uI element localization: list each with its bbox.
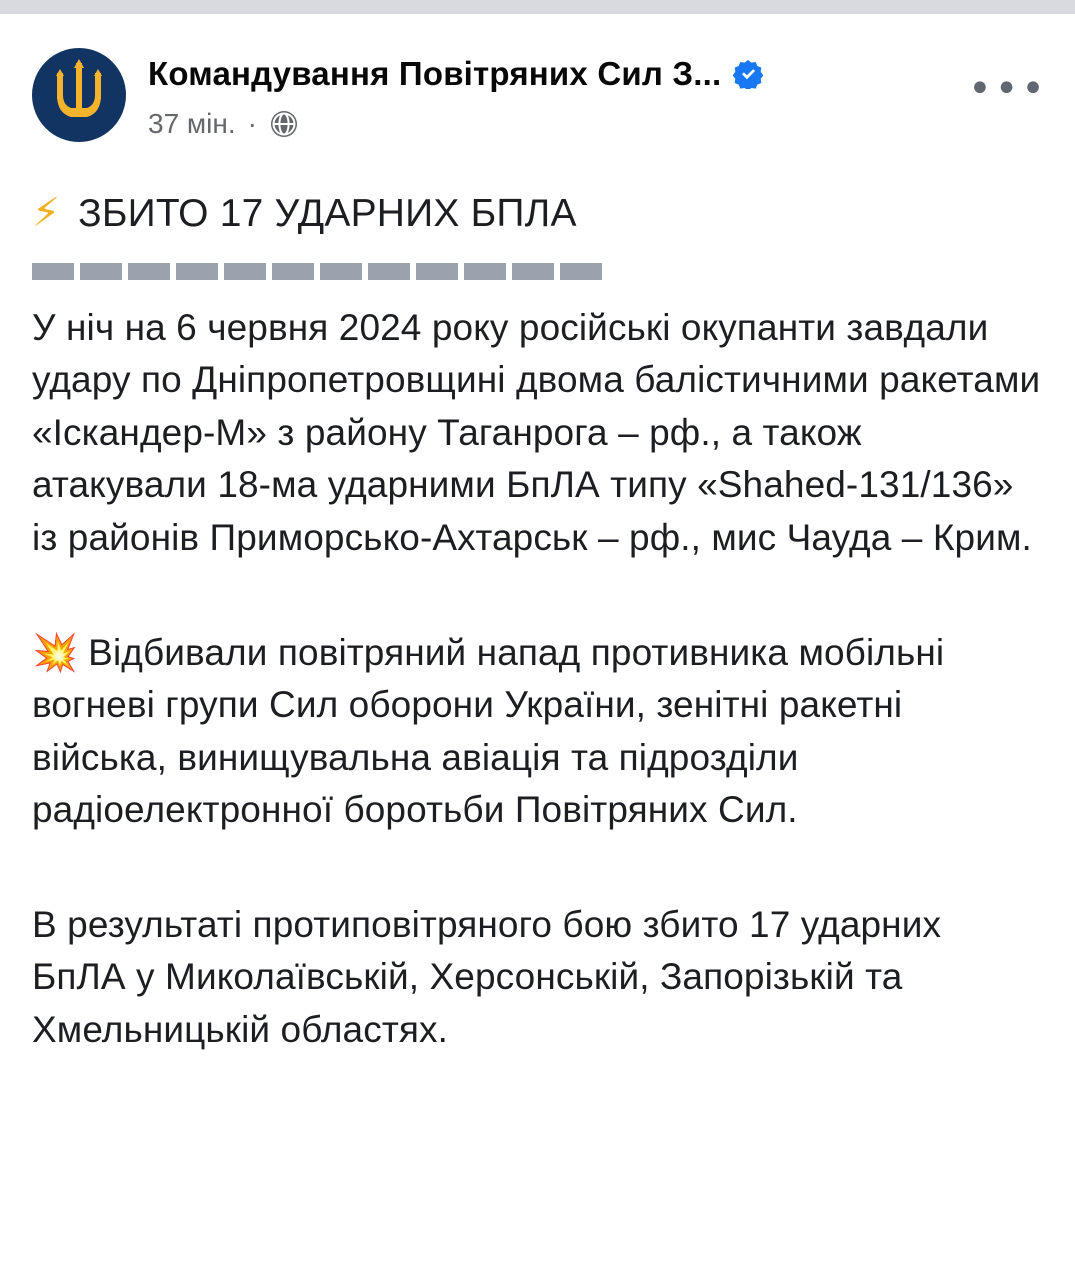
- post-header: [32, 14, 1048, 152]
- trident-emblem-icon: [32, 59, 126, 131]
- meta-separator: ·: [247, 108, 257, 139]
- facebook-post: [0, 14, 1075, 1056]
- divider-block: [80, 263, 122, 280]
- divider-block: [560, 263, 602, 280]
- divider-block: [32, 263, 74, 280]
- post-paragraph-3: В результаті протиповітряного бою збито 17 ударних БпЛА у Миколаївській, Херсонській, Запорізькій та Хмельницькій областях.: [32, 903, 942, 1050]
- post-headline-text: ЗБИТО 17 УДАРНИХ БПЛА: [78, 192, 577, 235]
- divider-block: [512, 263, 554, 280]
- globe-public-icon[interactable]: [269, 109, 299, 139]
- divider-block: [368, 263, 410, 280]
- divider-block: [464, 263, 506, 280]
- divider-block: [272, 263, 314, 280]
- divider: [32, 263, 1043, 280]
- post-options-button[interactable]: [968, 62, 1048, 116]
- divider-block: [176, 263, 218, 280]
- post-body: [32, 152, 1043, 1056]
- explosion-emoji-icon: 💥: [32, 630, 79, 674]
- avatar[interactable]: [32, 48, 126, 142]
- divider-block: [320, 263, 362, 280]
- lightning-emoji-icon: ⚡: [32, 190, 61, 236]
- status-bar-strip: [0, 0, 1075, 14]
- post-paragraph-1: У ніч на 6 червня 2024 року російські окупанти завдали удару по Дніпропетровщині двома балістичними ракетами «Іскандер-М» з району Таганрога – рф., а також атакували 18-ма ударними БпЛА типу «Shahed-131/136» із районів Приморсько-Ахтарськ – рф., мис Чауда – Крим.: [32, 306, 1041, 558]
- post-paragraph-2-text: Відбивали повітряний напад противника мобільні вогневі групи Сил оборони України, зенітні ракетні війська, винищувальна авіація та підрозділи радіоелектронної боротьби Повітряних Сил.: [32, 631, 945, 831]
- divider-block: [128, 263, 170, 280]
- post-timestamp[interactable]: 37 мін.: [148, 108, 236, 139]
- post-paragraph-2: [32, 627, 1043, 837]
- post-header-text: [126, 48, 973, 140]
- post-headline: [32, 190, 1043, 237]
- page-name[interactable]: Командування Повітряних Сил З...: [148, 55, 722, 92]
- divider-block: [224, 263, 266, 280]
- post-options-label: •••: [968, 66, 1048, 112]
- page-name-row: [148, 48, 973, 100]
- divider-block: [416, 263, 458, 280]
- verified-badge-icon: [733, 59, 763, 89]
- post-meta-row: [148, 108, 973, 140]
